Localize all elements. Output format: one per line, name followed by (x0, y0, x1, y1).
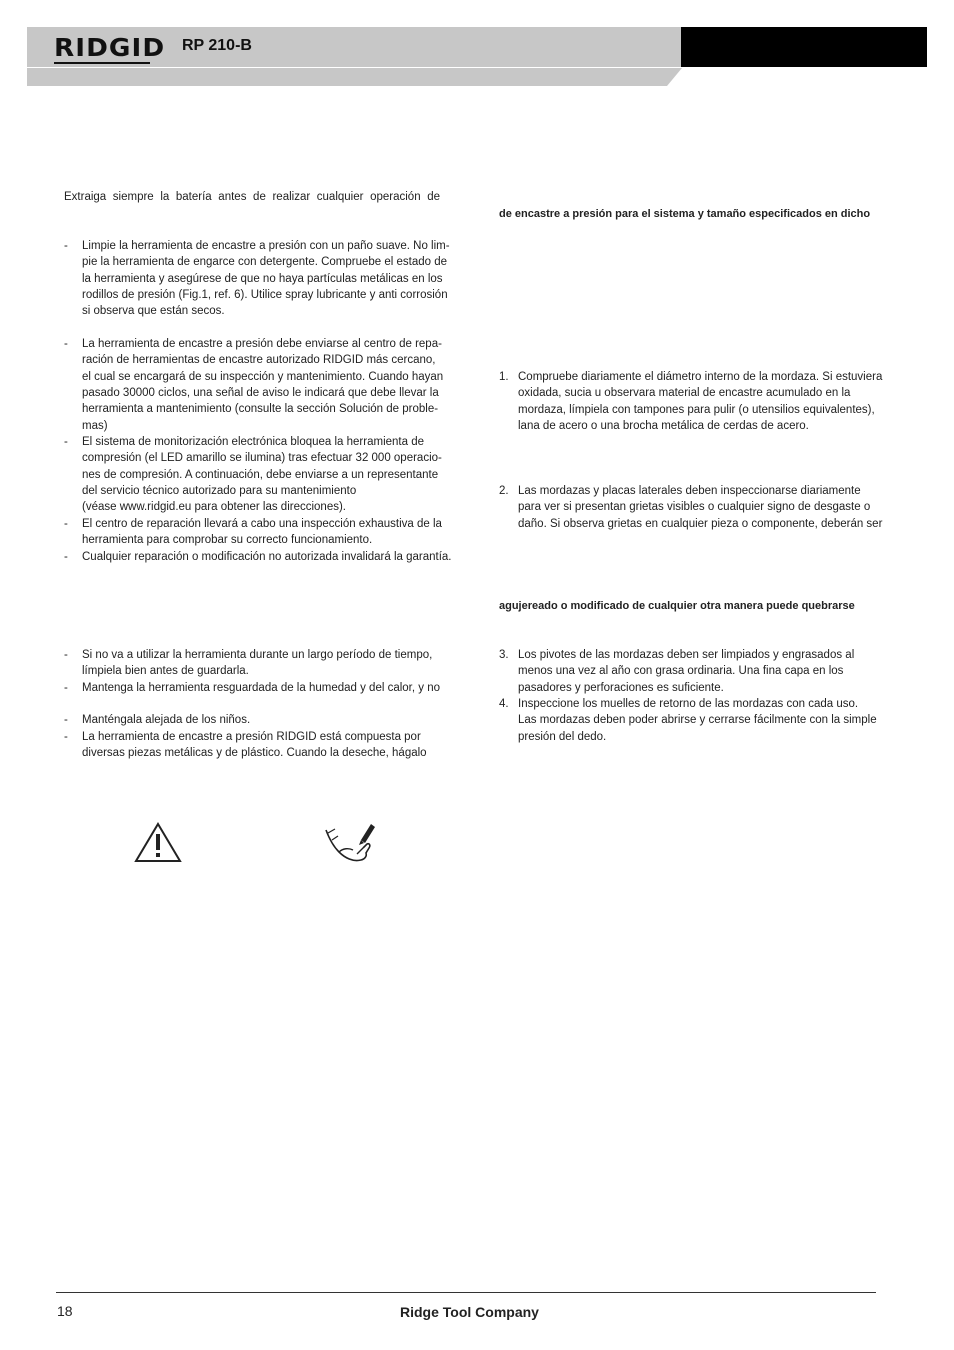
list-item-line: nes de compresión. A continuación, debe enviarse a un representante (82, 468, 439, 481)
list-item-line: (véase www.ridgid.eu para obtener las direcciones). (82, 501, 346, 514)
list-item-line: oxidada, sucia u observara material de encastre acumulado en la (518, 387, 851, 400)
warning-triangle-icon (134, 821, 182, 863)
list-item-line: Inspeccione los muelles de retorno de las mordazas con cada uso. (518, 698, 859, 710)
list-item-line: Los pivotes de las mordazas deben ser limpiados y engrasados al (518, 649, 855, 661)
list-item-line: presión del dedo. (518, 730, 607, 743)
list-marker: - (64, 518, 68, 530)
list-item-line: la herramienta y asegúrese de que no haya partículas metálicas en los (82, 272, 443, 285)
list-item-line: Mantenga la herramienta resguardada de la humedad y del calor, y no (82, 682, 441, 694)
intro-text: Extraiga siempre la batería antes de realizar cualquier operación de (64, 191, 440, 203)
list-item-line: Si no va a utilizar la herramienta durante un largo período de tiempo, (82, 649, 433, 661)
company-name: Ridge Tool Company (400, 1304, 539, 1320)
hand-pen-icon (323, 818, 379, 864)
list-marker: 2. (499, 485, 509, 497)
list-item-line: el cual se encargará de su inspección y mantenimiento. Cuando hayan (82, 370, 444, 383)
list-item-line: del servicio técnico autorizado para su mantenimiento (82, 484, 357, 497)
list-marker: - (64, 551, 68, 563)
list-item-line: para ver si presentan grietas visibles o cualquier signo de desgaste o (518, 501, 871, 514)
list-marker: - (64, 240, 68, 252)
page-number: 18 (57, 1303, 73, 1319)
list-item-line: Las mordazas deben poder abrirse y cerrarse fácilmente con la simple (518, 714, 877, 727)
bold-note-2: agujereado o modificado de cualquier otra manera puede quebrarse (499, 600, 855, 612)
header-black-block (681, 27, 927, 67)
list-item-line: lana de acero o una brocha metálica de cerdas de acero. (518, 419, 809, 432)
list-item-line: daño. Si observa grietas en cualquier pieza o componente, deberán ser (518, 517, 883, 530)
list-marker: - (64, 714, 68, 726)
list-item-line: El sistema de monitorización electrónica bloquea la herramienta de (82, 436, 424, 448)
list-item-line: La herramienta de encastre a presión RIDGID está compuesta por (82, 731, 421, 743)
list-item-line: pie la herramienta de engarce con detergente. Compruebe el estado de (82, 256, 448, 269)
list-item-line: Las mordazas y placas laterales deben inspeccionarse diariamente (518, 485, 861, 497)
list-item-line: menos una vez al año con grasa ordinaria. Una fina capa en los (518, 665, 844, 678)
model-title: RP 210-B (182, 37, 252, 54)
list-item-line: pasado 30000 ciclos, una señal de aviso le indicará que debe llevar la (82, 386, 439, 399)
list-marker: 4. (499, 698, 509, 710)
list-marker: - (64, 682, 68, 694)
list-item-line: diversas piezas metálicas y de plástico. Cuando la deseche, hágalo (82, 747, 427, 760)
list-marker: - (64, 649, 68, 661)
list-item-line: si observa que están secos. (82, 305, 225, 318)
list-item-line: límpiela bien antes de guardarla. (82, 665, 249, 678)
list-item-line: Compruebe diariamente el diámetro interno de la mordaza. Si estuviera (518, 371, 883, 383)
list-item-line: mas) (82, 419, 108, 432)
list-marker: - (64, 731, 68, 743)
list-item-line: pasadores y perforaciones es suficiente. (518, 681, 724, 694)
ridgid-logo: RIDGID (54, 33, 166, 62)
list-item-line: mordaza, límpiela con tampones para pulir (o utensilios equivalentes), (518, 403, 875, 416)
list-marker: 1. (499, 371, 509, 383)
list-marker: 3. (499, 649, 509, 661)
list-item-line: El centro de reparación llevará a cabo una inspección exhaustiva de la (82, 518, 442, 530)
list-item-line: Cualquier reparación o modificación no autorizada invalidará la garantía. (82, 551, 452, 563)
list-marker: - (64, 338, 68, 350)
header-sub-band (27, 68, 682, 86)
list-item-line: herramienta para comprobar su correcto funcionamiento. (82, 534, 373, 547)
list-item-line: Limpie la herramienta de encastre a presión con un paño suave. No lim- (82, 240, 450, 252)
list-item-line: Manténgala alejada de los niños. (82, 714, 251, 726)
bold-note-1: de encastre a presión para el sistema y tamaño especificados en dicho (499, 208, 871, 220)
list-item-line: La herramienta de encastre a presión debe enviarse al centro de repa- (82, 338, 442, 350)
logo-underline (54, 62, 150, 64)
list-marker: - (64, 436, 68, 448)
footer-rule (56, 1292, 876, 1293)
list-item-line: rodillos de presión (Fig.1, ref. 6). Utilice spray lubricante y anti corrosión (82, 288, 448, 301)
list-item-line: herramienta a mantenimiento (consulte la sección Solución de proble- (82, 403, 439, 416)
list-item-line: compresión (el LED amarillo se ilumina) tras efectuar 32 000 operacio- (82, 452, 442, 465)
list-item-line: ración de herramientas de encastre autorizado RIDGID más cercano, (82, 354, 436, 367)
